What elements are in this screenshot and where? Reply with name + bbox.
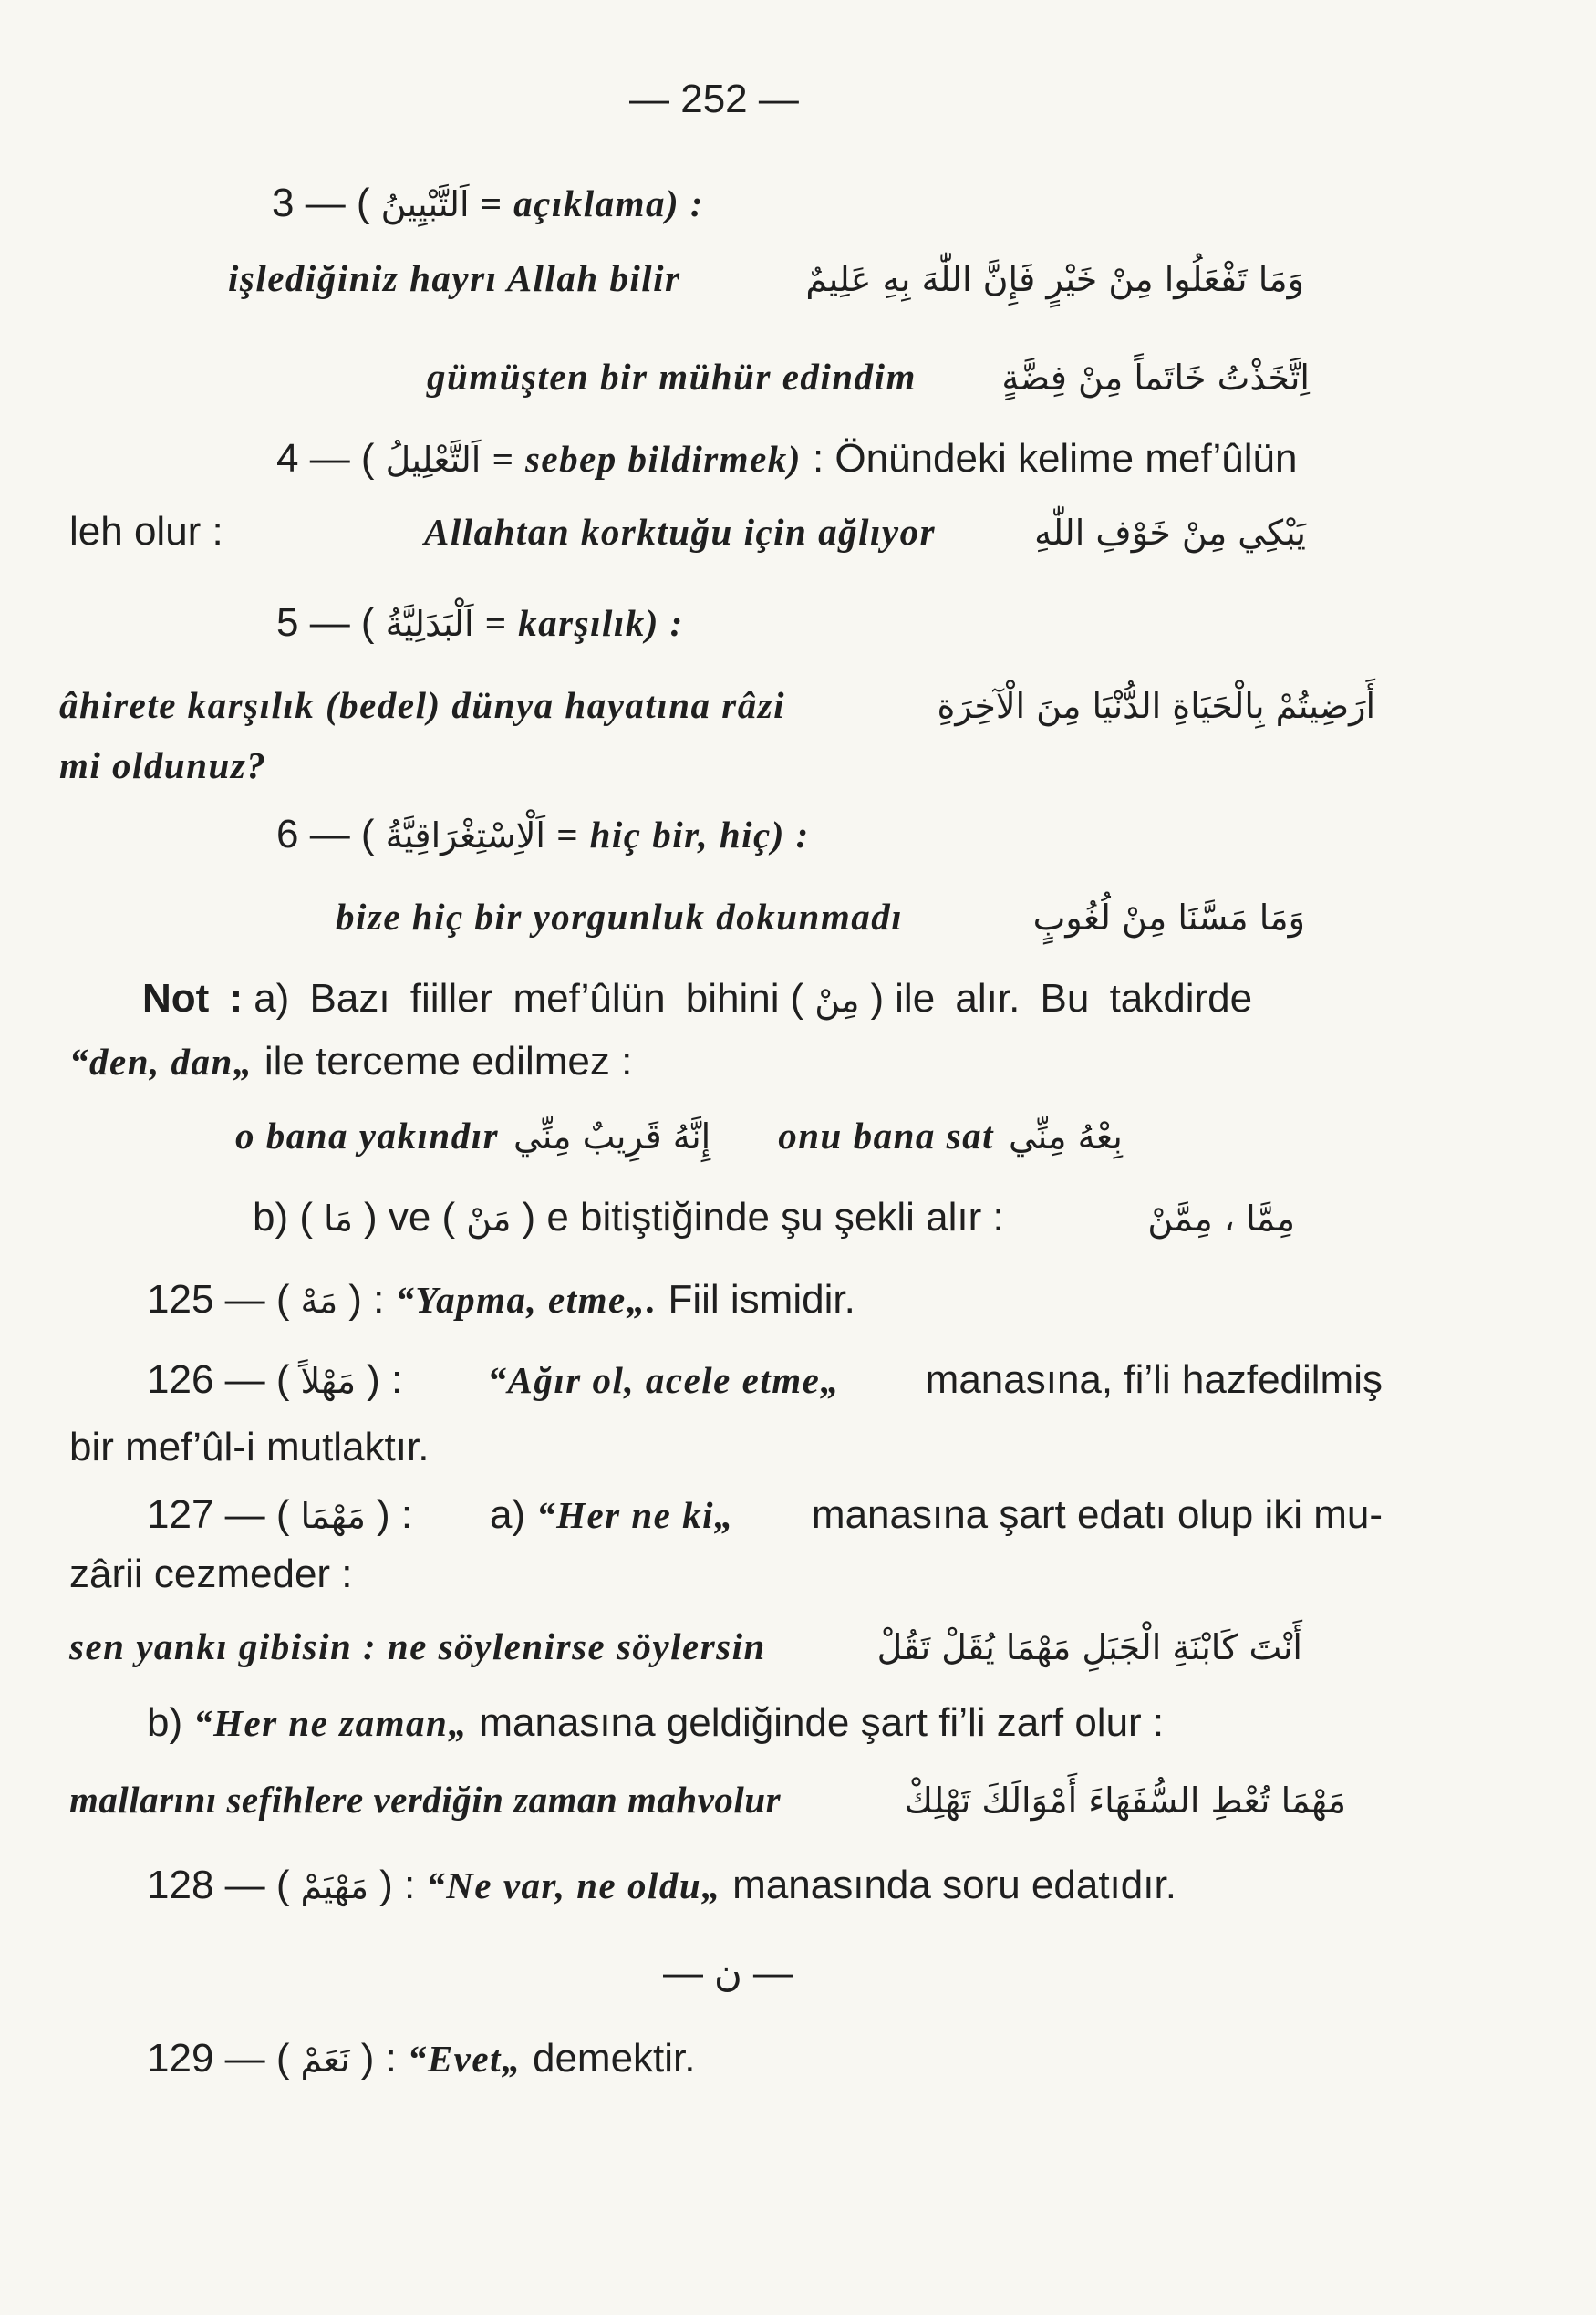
entry-quote: “Ne var, ne oldu„ [426, 1864, 722, 1906]
page-header [629, 69, 799, 130]
note-b-label: b) ( [253, 1195, 313, 1240]
section-5-label: 5 — ( [276, 600, 375, 645]
section-5-heading [276, 593, 684, 653]
section-dash: — [663, 1950, 703, 1995]
example-translation: Allahtan korktuğu için ağlıyor [424, 511, 937, 553]
example-arabic: إِنَّهُ قَرِيبٌ مِنِّي [513, 1116, 711, 1157]
section-dash: — [752, 1950, 793, 1995]
note-b-line [253, 1188, 1295, 1248]
note-a-line2-text: ile terceme edilmez : [264, 1039, 633, 1084]
example-translation: bize hiç bir yorgunluk dokunmadı [336, 896, 904, 938]
example-arabic: مَهْمَا تُعْطِ السُّفَهَاءَ أَمْوَالَكَ تَهْلِكْ [904, 1780, 1346, 1821]
section-4-heading [276, 429, 1297, 489]
entry-127-example [69, 1616, 1302, 1677]
entry-number: 127 — ( [147, 1492, 290, 1537]
entry-127 [147, 1485, 1383, 1545]
note-b-ve: ) ve ( [363, 1195, 456, 1240]
note-label: Not : [142, 976, 244, 1021]
entry-close: ) : [367, 1357, 403, 1402]
page-number: — 252 — [629, 77, 799, 121]
entry-sub-label: b) [147, 1700, 183, 1745]
section-5-example-continued [59, 735, 266, 795]
note-b-result-arabic: مِمَّا ، مِمَّنْ [1147, 1199, 1295, 1239]
entry-125 [147, 1270, 855, 1330]
example-translation: sen yankı gibisin : ne söylenirse söylersin [69, 1625, 766, 1667]
entry-127-continued [69, 1544, 353, 1604]
entry-text-cont: bir mef’ûl-i mutlaktır. [69, 1425, 430, 1469]
example-translation: mallarını sefihlere verdiğin zaman mahvolur [69, 1779, 782, 1821]
section-5-meaning: = karşılık) : [484, 602, 684, 644]
example-translation: gümüşten bir mühür edindim [427, 356, 917, 398]
entry-sub-label: a) [489, 1492, 526, 1537]
example-arabic: بِعْهُ مِنِّي [1009, 1116, 1123, 1157]
section-6-heading [276, 805, 810, 865]
entry-arabic: مَهْ [300, 1281, 338, 1321]
entry-quote: “Her ne ki„ [536, 1494, 735, 1536]
example-arabic: وَمَا تَفْعَلُوا مِنْ خَيْرٍ فَإِنَّ اللّٰهَ بِهِ عَلِيمٌ [805, 259, 1304, 299]
entry-number: 129 — ( [147, 2036, 290, 2081]
note-b-arabic-2: مَنْ [466, 1199, 512, 1239]
note-a-line [142, 969, 1252, 1029]
note-a-text-end: ile alır. Bu takdirde [895, 976, 1253, 1021]
entry-text: demektir. [532, 2036, 696, 2081]
entry-arabic: مَهْلاً [300, 1361, 357, 1401]
entry-127-b [147, 1693, 1164, 1753]
entry-129 [147, 2029, 695, 2089]
section-letter: ن [714, 1950, 742, 1995]
section-3-heading [272, 173, 704, 234]
section-6-term-arabic: اَلْاِسْتِغْرَاقِيَّةُ [385, 815, 545, 856]
section-4-note-continued [69, 502, 223, 562]
section-4-example [424, 502, 1306, 562]
note-a-line-2 [69, 1032, 632, 1092]
entry-quote: “Yapma, etme„. [395, 1279, 658, 1321]
example-translation: onu bana sat [778, 1115, 994, 1157]
section-letter-heading [663, 1943, 793, 2003]
entry-arabic: نَعَمْ [300, 2040, 350, 2080]
note-examples [235, 1106, 1123, 1166]
example-arabic: اِتَّخَذْتُ خَاتَماً مِنْ فِضَّةٍ [1001, 358, 1310, 398]
entry-127-b-example [69, 1770, 1346, 1830]
entry-text: manasında soru edatıdır. [732, 1863, 1176, 1907]
note-a-quote: “den, dan„ [69, 1041, 254, 1083]
entry-text: Fiil ismidir. [668, 1277, 855, 1322]
entry-close: ) : [376, 1492, 413, 1537]
section-5-example [59, 675, 1375, 735]
section-4-note: : Önündeki kelime mef’ûlün [812, 436, 1298, 481]
entry-arabic: مَهْيَمْ [300, 1866, 369, 1906]
section-6-label: 6 — ( [276, 812, 375, 856]
section-4-term-arabic: اَلتَّعْلِيلُ [385, 440, 482, 480]
entry-sub-a [490, 1485, 734, 1545]
note-a-arabic: مِنْ [814, 980, 860, 1020]
section-3-example-2 [427, 347, 1310, 407]
note-a-paren-close: ) [870, 976, 885, 1021]
example-arabic: أَرَضِيتُمْ بِالْحَيَاةِ الدُّنْيَا مِنَ الْآخِرَةِ [937, 686, 1375, 726]
entry-number: 128 — ( [147, 1863, 290, 1907]
section-3-term-arabic: اَلتَّبْيِينُ [380, 184, 470, 224]
section-3-example-1 [228, 248, 1304, 308]
note-b-text: ) e bitiştiğinde şu şekli alır : [522, 1195, 1004, 1240]
entry-close: ) : [360, 2036, 397, 2081]
note-b-arabic-1: مَا [324, 1199, 353, 1239]
entry-126-continued [69, 1417, 429, 1478]
section-3-label: 3 — ( [272, 181, 370, 225]
example-arabic: يَبْكِي مِنْ خَوْفِ اللّٰهِ [1034, 513, 1306, 553]
entry-quote: “Ağır ol, acele etme„ [487, 1359, 841, 1401]
example-arabic: وَمَا مَسَّنَا مِنْ لُغُوبٍ [1032, 898, 1305, 938]
entry-close: ) : [379, 1863, 416, 1907]
section-6-meaning: = hiç bir, hiç) : [555, 814, 810, 856]
example-translation-cont: mi oldunuz? [59, 744, 267, 786]
entry-128 [147, 1855, 1176, 1915]
example-translation: o bana yakındır [235, 1115, 500, 1157]
section-6-example [336, 887, 1305, 947]
entry-number: 126 — ( [147, 1357, 290, 1402]
entry-text: manasına, fi’li hazfedilmiş [925, 1357, 1383, 1402]
section-4-note-cont: leh olur : [69, 509, 223, 554]
entry-text: manasına geldiğinde şart fi’li zarf olur : [479, 1700, 1165, 1745]
example-arabic: أَنْتَ كَابْنَةِ الْجَبَلِ مَهْمَا يُقَلْ تَقُلْ [876, 1627, 1302, 1667]
entry-head [147, 1350, 402, 1411]
entry-close: ) : [348, 1277, 385, 1322]
note-a-text: a) Bazı fiiller mef’ûlün bihini [254, 976, 780, 1021]
entry-head [147, 1485, 412, 1546]
note-b-text-group [253, 1188, 1004, 1249]
entry-arabic: مَهْمَا [300, 1496, 366, 1536]
entry-quote: “Evet„ [407, 2038, 522, 2080]
entry-126 [147, 1350, 1383, 1410]
note-a-paren-open: ( [790, 976, 804, 1021]
example-translation: işlediğiniz hayrı Allah bilir [228, 257, 681, 299]
entry-number: 125 — ( [147, 1277, 290, 1322]
section-4-label: 4 — ( [276, 436, 375, 481]
entry-text: manasına şart edatı olup iki mu- [811, 1492, 1383, 1537]
entry-text-cont: zârii cezmeder : [69, 1552, 353, 1596]
section-3-meaning: = açıklama) : [480, 182, 705, 224]
section-5-term-arabic: اَلْبَدَلِيَّةُ [385, 604, 474, 644]
example-translation: âhirete karşılık (bedel) dünya hayatına râzi [59, 684, 786, 726]
entry-quote: “Her ne zaman„ [193, 1702, 469, 1744]
section-4-meaning: = sebep bildirmek) [492, 438, 802, 480]
